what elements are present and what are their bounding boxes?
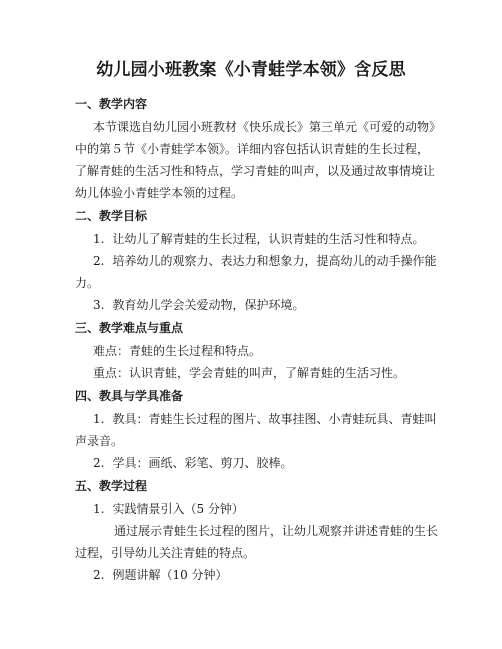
list-item bbox=[93, 455, 292, 471]
paragraph-line: 难点：青蛙的生长过程和特点。 bbox=[93, 344, 262, 358]
list-item-number: 2. bbox=[93, 456, 105, 470]
list-item-number: 3. bbox=[93, 298, 105, 312]
list-item bbox=[93, 297, 304, 313]
section-heading-content: 一、教学内容 bbox=[75, 97, 148, 111]
list-item-text: 例题讲解（10 分钟） bbox=[112, 568, 228, 582]
list-item-number: 1. bbox=[93, 412, 105, 426]
section-heading-objectives: 二、教学目标 bbox=[75, 209, 148, 223]
list-item bbox=[93, 501, 244, 517]
paragraph-line: 过程，引导幼儿关注青蛙的特点。 bbox=[75, 546, 256, 560]
section-heading-materials: 四、教具与学具准备 bbox=[75, 389, 184, 403]
list-item bbox=[93, 411, 436, 427]
document-title: 幼儿园小班教案《小青蛙学本领》含反思 bbox=[96, 60, 406, 80]
list-item-number: 1. bbox=[93, 502, 105, 516]
list-item bbox=[93, 253, 436, 269]
list-item-continuation: 声录音。 bbox=[75, 434, 124, 448]
list-item bbox=[93, 231, 424, 247]
list-item-text: 教具：青蛙生长过程的图片、故事挂图、小青蛙玩具、青蛙叫 bbox=[112, 412, 437, 426]
list-item-text: 实践情景引入（5 分钟） bbox=[112, 502, 244, 516]
list-item-text: 培养幼儿的观察力、表达力和想象力，提高幼儿的动手操作能 bbox=[112, 254, 437, 268]
paragraph-line: 中的第５节《小青蛙学本领》。详细内容包括认识青蛙的生长过程， bbox=[75, 142, 430, 156]
list-item-text: 学具：画纸、彩笔、剪刀、胶棒。 bbox=[112, 456, 293, 470]
section-heading-key-points: 三、教学难点与重点 bbox=[75, 321, 184, 335]
paragraph-line: 通过展示青蛙生长过程的图片，让幼儿观察并讲述青蛙的生长 bbox=[114, 524, 439, 538]
list-item bbox=[93, 567, 228, 583]
list-item-number: 1. bbox=[93, 232, 105, 246]
list-item-number: 2. bbox=[93, 254, 105, 268]
list-item-text: 教育幼儿学会关爱动物，保护环境。 bbox=[112, 298, 305, 312]
paragraph-line: 幼儿体验小青蛙学本领的过程。 bbox=[75, 186, 244, 200]
list-item-text: 让幼儿了解青蛙的生长过程，认识青蛙的生活习性和特点。 bbox=[112, 232, 425, 246]
paragraph-line: 了解青蛙的生活习性和特点，学习青蛙的叫声，以及通过故事情境让 bbox=[75, 164, 436, 178]
section-heading-process: 五、教学过程 bbox=[75, 479, 148, 493]
list-item-continuation: 力。 bbox=[75, 276, 100, 290]
paragraph-line: 重点：认识青蛙，学会青蛙的叫声，了解青蛙的生活习性。 bbox=[93, 366, 406, 380]
paragraph-line: 本节课选自幼儿园小班教材《快乐成长》第三单元《可爱的动物》 bbox=[93, 120, 442, 134]
list-item-number: 2. bbox=[93, 568, 105, 582]
